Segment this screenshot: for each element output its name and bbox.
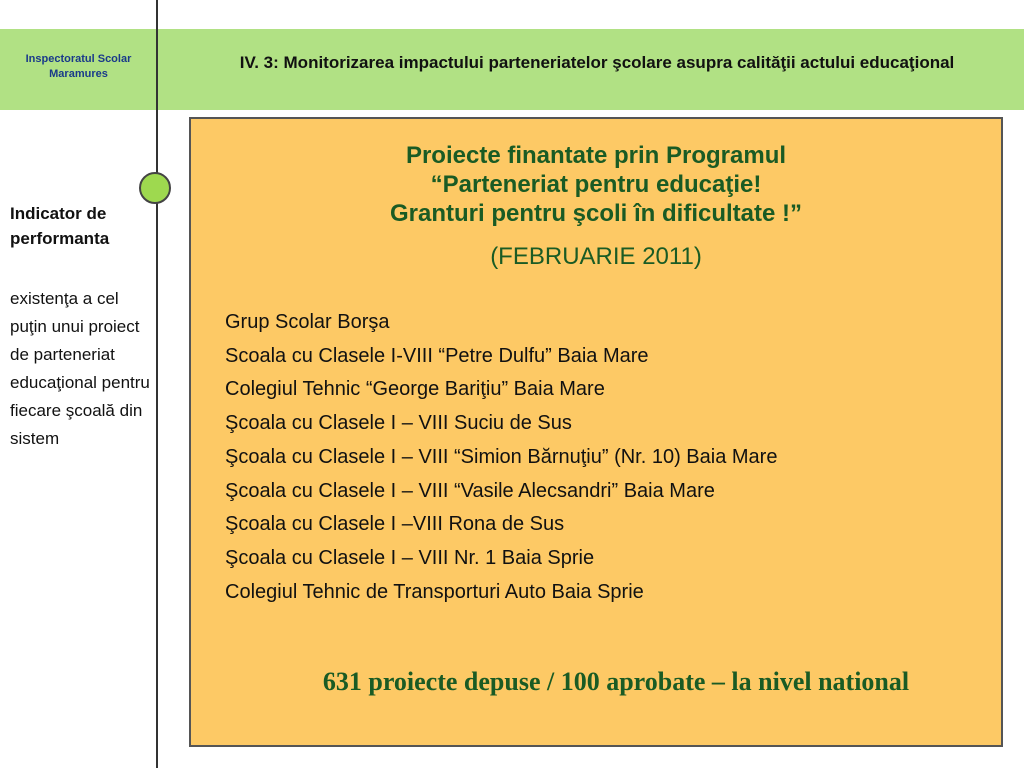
vertical-divider: [156, 0, 158, 768]
school-item: Scoala cu Clasele I-VIII “Petre Dulfu” Baia Mare: [225, 344, 649, 367]
program-title-line: Proiecte finantate prin Programul: [405, 142, 787, 169]
school-item: Şcoala cu Clasele I – VIII Suciu de Sus: [225, 412, 572, 435]
indicator-title: Indicator de performanta: [10, 204, 110, 248]
slide-title: IV. 3: Monitorizarea impactului parteneriatelor şcolare asupra calităţii actului educaţional: [239, 53, 955, 72]
program-date: (FEBRUARIE 2011): [490, 243, 702, 270]
summary-text: 631 proiecte depuse / 100 aprobate – la nivel national: [322, 667, 910, 696]
school-item: Şcoala cu Clasele I – VIII “Vasile Alecsandri” Baia Mare: [225, 479, 715, 502]
program-title-line: Granturi pentru şcoli în dificultate !”: [389, 200, 803, 227]
content-box: [189, 117, 1003, 747]
school-item: Şcoala cu Clasele I –VIII Rona de Sus: [225, 513, 565, 536]
school-item: Colegiul Tehnic “George Bariţiu” Baia Mare: [225, 378, 605, 401]
school-item: Şcoala cu Clasele I – VIII “Simion Bărnuţiu” (Nr. 10) Baia Mare: [225, 445, 778, 468]
school-item: Şcoala cu Clasele I – VIII Nr. 1 Baia Sprie: [225, 546, 595, 569]
school-item: Grup Scolar Borşa: [225, 311, 390, 333]
indicator-text: existenţa a cel puţin unui proiect de parteneriat educaţional pentru fiecare şcoală din sistem: [10, 289, 150, 448]
program-title-line: “Parteneriat pentru educaţie!: [430, 171, 762, 198]
green-dot-marker: [139, 172, 171, 204]
program-title: [191, 141, 1001, 228]
school-item: Colegiul Tehnic de Transporturi Auto Baia Sprie: [225, 580, 644, 603]
org-label: Inspectoratul Scolar Maramures: [25, 53, 132, 80]
school-list: [225, 306, 777, 609]
